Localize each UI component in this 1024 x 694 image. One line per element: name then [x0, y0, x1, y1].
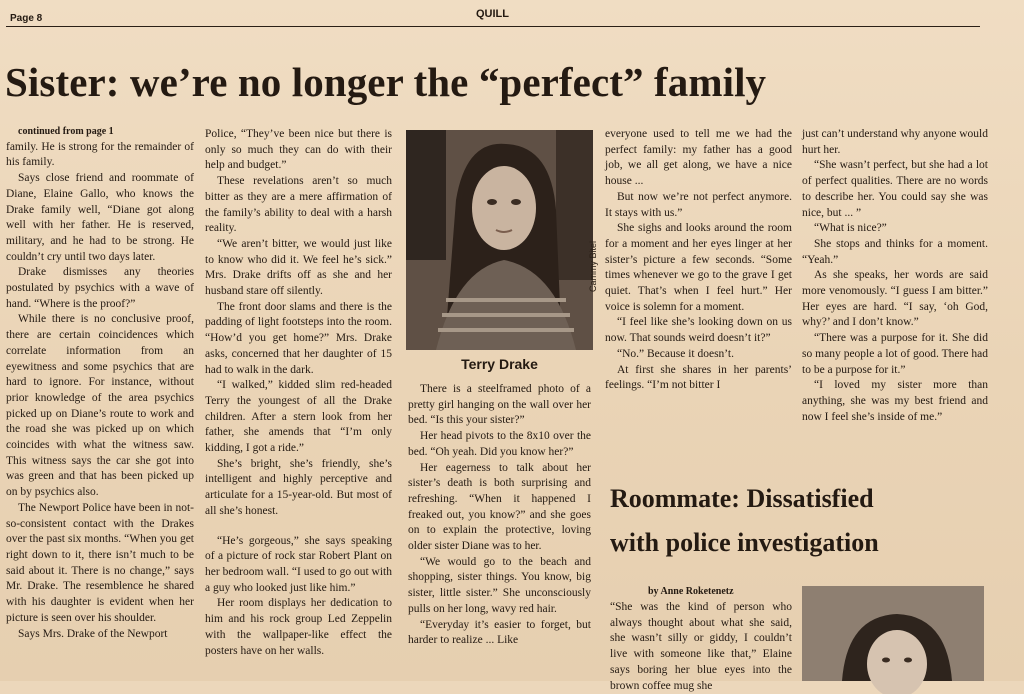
paragraph: Drake dismisses any theories postulated by psychics with a wave of hand. “Where is the proof?” [6, 266, 194, 310]
paragraph: But now we’re not perfect anymore. It stays with us.” [605, 190, 792, 219]
portrait-illustration [802, 586, 984, 681]
paragraph: Her room displays her dedication to him and his rock group Led Zeppelin with the wallpaper-like effect the posters have on her walls. [205, 597, 392, 657]
paragraph: “There was a purpose for it. She did so many people a lot of good. There had to be a purpose for it.” [802, 332, 988, 376]
paragraph: At first she shares in her parents’ feelings. “I’m not bitter I [605, 363, 792, 392]
paragraph: Police, “They’ve been nice but there is only so much they can do with their help and budget.” [205, 128, 392, 172]
elaine-gallo-photo [802, 586, 984, 681]
paragraph: Says close friend and roommate of Diane, Elaine Gallo, who knows the Drake family well, “Diane got along well with her father. He is reserved, military, and he had to be strong. He couldn’t cry until two days later. [6, 172, 194, 263]
terry-drake-photo [406, 130, 593, 350]
article-column-1 [6, 124, 194, 642]
sidebar-column [610, 600, 792, 694]
paragraph: “I feel like she’s looking down on us now. That sounds weird doesn’t it?” [605, 316, 792, 345]
paragraph: Her eagerness to talk about her sister’s death is both surprising and refreshing. “When it happened I freaked out, you know?” and she goes on to explain the protective, loving older sister Diane was to her. [408, 461, 591, 553]
paragraph: She’s bright, she’s friendly, she’s intelligent and highly perceptive and articulate for a 15-year-old. But most of all she’s honest. [205, 457, 392, 517]
byline: by Anne Roketenetz [648, 586, 734, 597]
paragraph: The front door slams and there is the padding of light footsteps into the room. “How’d you get home?” Mrs. Drake asks, concerned that her daughter of 15 had to walk in the dark. [205, 300, 392, 376]
paragraph: “We aren’t bitter, we would just like to know who did it. We feel he’s sick.” Mrs. Drake drifts off as she and her husband stare off silently. [205, 237, 392, 298]
article-column-3 [408, 382, 591, 649]
paragraph: While there is no conclusive proof, there are certain coincidences which correlate information from an eyewitness and some psychics that are hard to ignore. For instance, without prior knowledge of the area psychics picked up on Diane’s route to work and the road she was picked up on which coincides with what the witness saw. This witness says the car she got into was green and that has been picked up on by psychics also. [6, 313, 194, 499]
paragraph: As she speaks, her words are said more venomously. “I guess I am bitter.” Her eyes are hard. “I say, ‘oh God, why?’ and I don’t know.” [802, 269, 988, 329]
photo-credit: Cammy Bitel [588, 240, 598, 292]
paragraph: “No.” Because it doesn’t. [617, 347, 734, 360]
paragraph: “Everyday it’s easier to forget, but harder to realize ... Like [408, 618, 591, 647]
header-rule [6, 26, 980, 27]
paragraph: “She was the kind of person who always thought about what she said, she wasn’t silly or giddy, I couldn’t live with someone like that,” Elaine says boring her blue eyes into the brown coffee mug she [610, 601, 792, 692]
paragraph: These revelations aren’t so much bitter as they are a mere affirmation of the family’s ability to deal with a harsh reality. [205, 175, 392, 235]
paragraph: There is a steelframed photo of a pretty girl hanging on the wall over her bed. “Is this your sister?” [408, 383, 591, 427]
paragraph: Says Mrs. Drake of the Newport [18, 627, 168, 640]
paragraph: The Newport Police have been in not-so-consistent contact with the Drakes over the past six months. “When you get right down to it, there isn’t much to be said about it. There is no change,” says Mr. Drake. The resemblence he shared with his daughter is evident when her picture is seen over his shoulder. [6, 501, 194, 624]
sidebar-headline-line-2: with police investigation [610, 528, 879, 557]
portrait-illustration [406, 130, 593, 350]
page-number: Page 8 [10, 13, 43, 24]
article-column-4 [605, 127, 792, 394]
paragraph: “I loved my sister more than anything, she was my best friend and now I feel she’s inside of me.” [802, 379, 988, 423]
paragraph: “What is nice?” [814, 222, 887, 235]
paragraph: She stops and thinks for a moment. “Yeah.” [802, 237, 988, 266]
paragraph: “He’s gorgeous,” she says speaking of a picture of rock star Robert Plant on her bedroom wall. “I used to go out with a guy who looked just like him.” [205, 534, 392, 594]
headline: Sister: we’re no longer the “perfect” family [5, 59, 767, 105]
article-column-2 [205, 127, 392, 659]
publication-name: QUILL [476, 8, 509, 20]
paragraph: just can’t understand why anyone would hurt her. [802, 128, 988, 156]
photo-caption: Terry Drake [461, 356, 538, 372]
paragraph: She sighs and looks around the room for a moment and her eyes linger at her sister’s picture a few seconds. “Some times whenever we go to the grave I get quiet. That’s when I feel hurt.” Her voice is solemn for a moment. [605, 222, 792, 313]
paragraph: “I walked,” kidded slim red-headed Terry the youngest of all the Drake children. After a stern look from her father, she amends that “I’m only kidding, I got a ride.” [205, 379, 392, 455]
article-column-5 [802, 127, 988, 425]
paragraph: everyone used to tell me we had the perfect family: my father has a good job, we all get along, we have a nice house ... [605, 128, 792, 188]
sidebar-headline-line-1: Roommate: Dissatisfied [610, 484, 874, 513]
paragraph: Her head pivots to the 8x10 over the bed. “Oh yeah. Did you know her?” [408, 430, 591, 458]
paragraph: “She wasn’t perfect, but she had a lot of perfect qualities. There are no words to describe her. You could say she was nice, but ... ” [802, 159, 988, 219]
paragraph: “We would go to the beach and shopping, sister things. You know, big sister, little sister.” She unconsciously pulls on her long, wavy red hair. [408, 555, 591, 615]
paragraph: family. He is strong for the remainder of his family. [6, 140, 194, 169]
continued-label: continued from page 1 [18, 126, 114, 137]
